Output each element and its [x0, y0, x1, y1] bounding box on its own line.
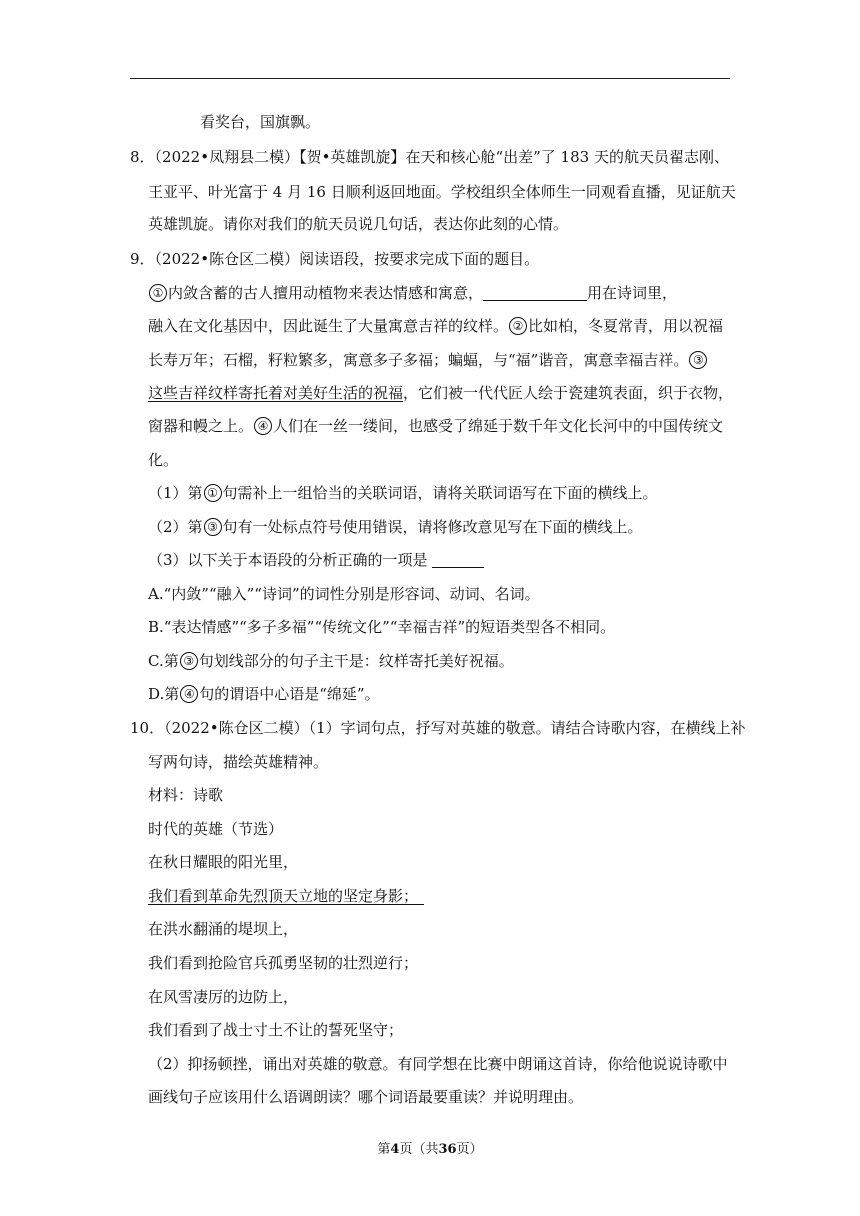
question-8-line-1: 8．（2022•凤翔县二模）【贺•英雄凯旋】在天和核心舱“出差”了 183 天的航天员翟志刚、: [130, 148, 729, 166]
question-8-tag: 【贺•英雄凯旋】: [299, 148, 406, 166]
answer-blank[interactable]: [483, 284, 587, 301]
page-total: 36: [438, 1142, 457, 1157]
header-rule: [130, 78, 730, 79]
question-10-line-1: 10．（2022•陈仓区二模）（1）字词句点，抒写对英雄的敬意。请结合诗歌内容，在横线上补: [130, 719, 746, 737]
question-8-source: （2022•凤翔县二模）: [154, 148, 300, 166]
page-number: 4: [390, 1142, 400, 1157]
material-label: 材料：诗歌: [148, 786, 224, 804]
poem-line-2: [148, 886, 424, 906]
passage-line-2: 融入在文化基因中，因此诞生了大量寓意吉祥的纹样。 ② 比如柏，冬夏常青，用以祝福: [148, 317, 724, 335]
passage-line-6: 化。: [148, 451, 179, 469]
sub-question-10-2-line-1: （2）抑扬顿挫，诵出对英雄的敬意。有同学想在比赛中朗诵这首诗，你给他说说诗歌中: [148, 1055, 728, 1073]
sub-question-2: （2）第 ③ 句有一处标点符号使用错误，请将修改意见写在下面的横线上。: [148, 518, 643, 536]
poem-line-3: 在洪水翻涌的堤坝上，: [148, 920, 299, 938]
circle-number-3: ③: [180, 652, 198, 670]
question-8-line-2: 王亚平、叶光富于 4 月 16 日顺利返回地面。学校组织全体师生一同观看直播，见证航天: [148, 183, 736, 201]
answer-blank[interactable]: [432, 551, 484, 568]
circle-number-1: ①: [149, 284, 167, 302]
circle-number-1: ①: [204, 484, 222, 502]
page-footer: 第4页（共36页）: [377, 1142, 483, 1157]
question-10-number: 10．: [130, 719, 165, 737]
circle-number-2: ②: [509, 317, 527, 335]
option-c: C.第 ③ 句划线部分的句子主干是：纹样寄托美好祝福。: [148, 652, 514, 670]
poem-line-1: 在秋日耀眼的阳光里，: [148, 853, 299, 871]
circle-number-4: ④: [180, 685, 198, 703]
option-b: B.“表达情感”“多子多福”“传统文化”“幸福吉祥”的短语类型各不相同。: [148, 618, 616, 636]
circle-number-3: ③: [204, 518, 222, 536]
sub-question-1: （1）第 ① 句需补上一组恰当的关联词语，请将关联词语写在下面的横线上。: [148, 484, 658, 502]
continued-line: 看奖台，国旗飘。: [200, 113, 321, 131]
circle-number-4: ④: [254, 417, 272, 435]
sub-question-10-2-line-2: 画线句子应该用什么语调朗读？哪个词语最要重读？并说明理由。: [148, 1088, 584, 1106]
poem-line-6: 我们看到了战士寸土不让的誓死坚守；: [148, 1021, 404, 1039]
question-9-head: 9．（2022•陈仓区二模）阅读语段，按要求完成下面的题目。: [130, 250, 540, 268]
question-9-number: 9．: [130, 250, 155, 268]
passage-line-1: ① 内敛含蓄的古人擅用动植物来表达情感和寓意， 用在诗词里，: [148, 283, 730, 303]
question-10-line-2: 写两句诗，描绘英雄精神。: [148, 753, 329, 771]
option-d: D.第 ④ 句的谓语中心语是“绵延”。: [148, 685, 380, 703]
passage-line-5: 窗器和幔之上。 ④ 人们在一丝一缕间，也感受了绵延于数千年文化长河中的中国传统文: [148, 417, 724, 435]
passage-line-4: 这些吉祥纹样寄托着对美好生活的祝福，它们被一代代匠人绘于瓷建筑表面，织于衣物，: [148, 384, 734, 402]
option-a: A.“内敛”“融入”“诗词”的词性分别是形容词、动词、名词。: [148, 585, 540, 603]
sub-question-3: （3）以下关于本语段的分析正确的一项是: [148, 550, 484, 570]
underlined-sentence: 这些吉祥纹样寄托着对美好生活的祝福: [148, 384, 404, 402]
poem-line-5: 在风雪凄厉的边防上，: [148, 988, 299, 1006]
underlined-poem-line: 我们看到革命先烈顶天立地的坚定身影；: [148, 887, 419, 905]
question-8-line-3: 英雄凯旋。请你对我们的航天员说几句话，表达你此刻的心情。: [148, 215, 569, 233]
circle-number-3: ③: [689, 351, 707, 369]
poem-title: 时代的英雄（节选）: [148, 820, 284, 838]
passage-line-3: 长寿万年；石榴，籽粒繁多，寓意多子多福；蝙蝠，与“福”谐音，寓意幸福吉祥。 ③: [148, 350, 708, 370]
question-8-number: 8．: [130, 148, 155, 166]
poem-line-4: 我们看到抢险官兵孤勇坚韧的壮烈逆行；: [148, 954, 419, 972]
